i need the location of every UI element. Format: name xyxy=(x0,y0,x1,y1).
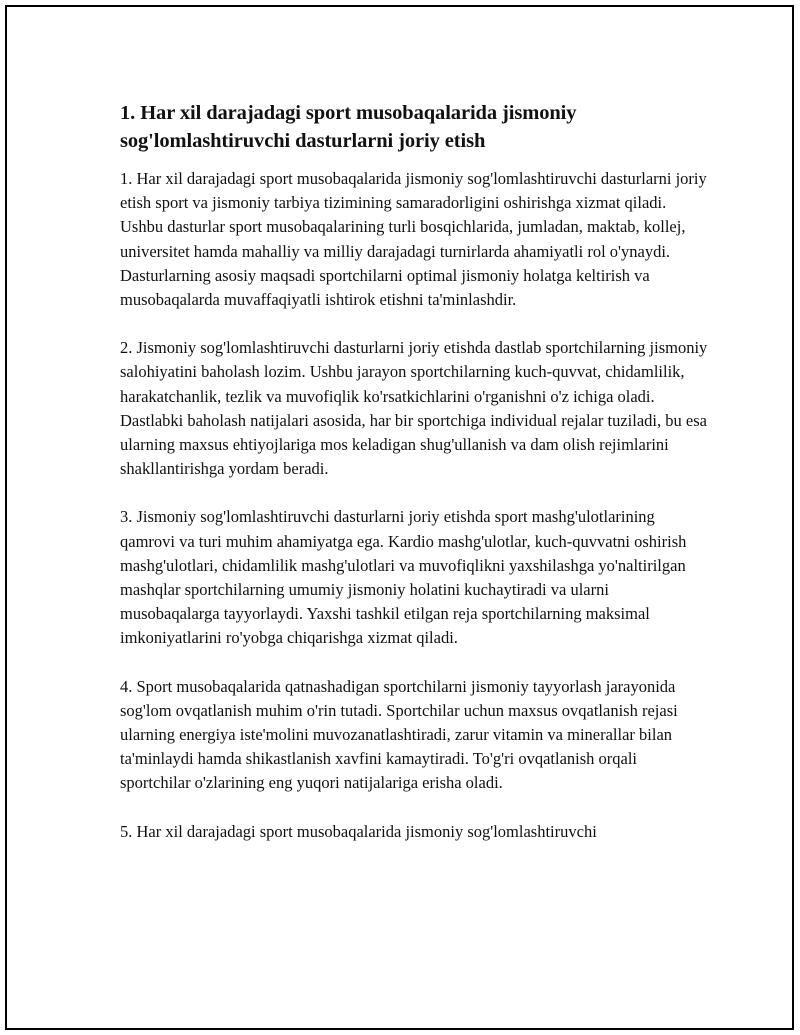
paragraph-4: 4. Sport musobaqalarida qatnashadigan sportchilarni jismoniy tayyorlash jarayonida sog'lom ovqatlanish muhim o'rin tutadi. Sportchilar uchun maxsus ovqatlanish rejasi ularning energiya iste'molini muvozanatlashtiradi, zarur vitamin va minerallar bilan ta'minlaydi hamda shikastlanish xavfini kamaytiradi. To'g'ri ovqatlanish orqali sportchilar o'zlarining eng yuqori natijalariga erisha oladi. xyxy=(120,676,678,793)
paragraph-5: 5. Har xil darajadagi sport musobaqalarida jismoniy sog'lomlashtiruvchi xyxy=(120,821,597,841)
page-frame xyxy=(5,5,794,1030)
paragraph-3: 3. Jismoniy sog'lomlashtiruvchi dasturlarni joriy etishda sport mashg'ulotlarining qamrovi va turi muhim ahamiyatga ega. Kardio mashg'ulotlar, kuch-quvvatni oshirish mashg'ulotlari, chidamlilik mashg'ulotlari va muvofiqlikni yaxshilashga yo'naltirilgan mashqlar sportchilarning umumiy jismoniy holatini kuchaytiradi va ularni musobaqalarga tayyorlaydi. Yaxshi tashkil etilgan reja sportchilarning maksimal imkoniyatlarini ro'yobga chiqarishga xizmat qiladi. xyxy=(120,507,687,648)
paragraph-2: 2. Jismoniy sog'lomlashtiruvchi dasturlarni joriy etishda dastlab sportchilarning jismoniy salohiyatini baholash lozim. Ushbu jarayon sportchilarning kuch-quvvat, chidamlilik, harakatchanlik, tezlik va muvofiqlik ko'rsatkichlarini o'rganishni o'z ichiga oladi. Dastlabki baholash natijalari asosida, har bir sportchiga individual rejalar tuziladi, bu esa ularning maxsus ehtiyojlariga mos keladigan shug'ullanish va dam olish rejimlarini shakllantirishga yordam beradi. xyxy=(120,338,708,479)
document-body xyxy=(120,99,710,868)
paragraph-1: 1. Har xil darajadagi sport musobaqalarida jismoniy sog'lomlashtiruvchi dasturlarni joriy etish sport va jismoniy tarbiya tizimining samaradorligini oshirishga xizmat qiladi. Ushbu dasturlar sport musobaqalarining turli bosqichlarida, jumladan, maktab, kollej, universitet hamda mahalliy va milliy darajadagi turnirlarda ahamiyatli rol o'ynaydi. Dasturlarning asosiy maqsadi sportchilarni optimal jismoniy holatga keltirish va musobaqalarda muvaffaqiyatli ishtirok etishni ta'minlashdir. xyxy=(120,169,707,310)
document-heading: 1. Har xil darajadagi sport musobaqalarida jismoniy sog'lomlashtiruvchi dasturlarni joriy etish xyxy=(120,102,577,152)
